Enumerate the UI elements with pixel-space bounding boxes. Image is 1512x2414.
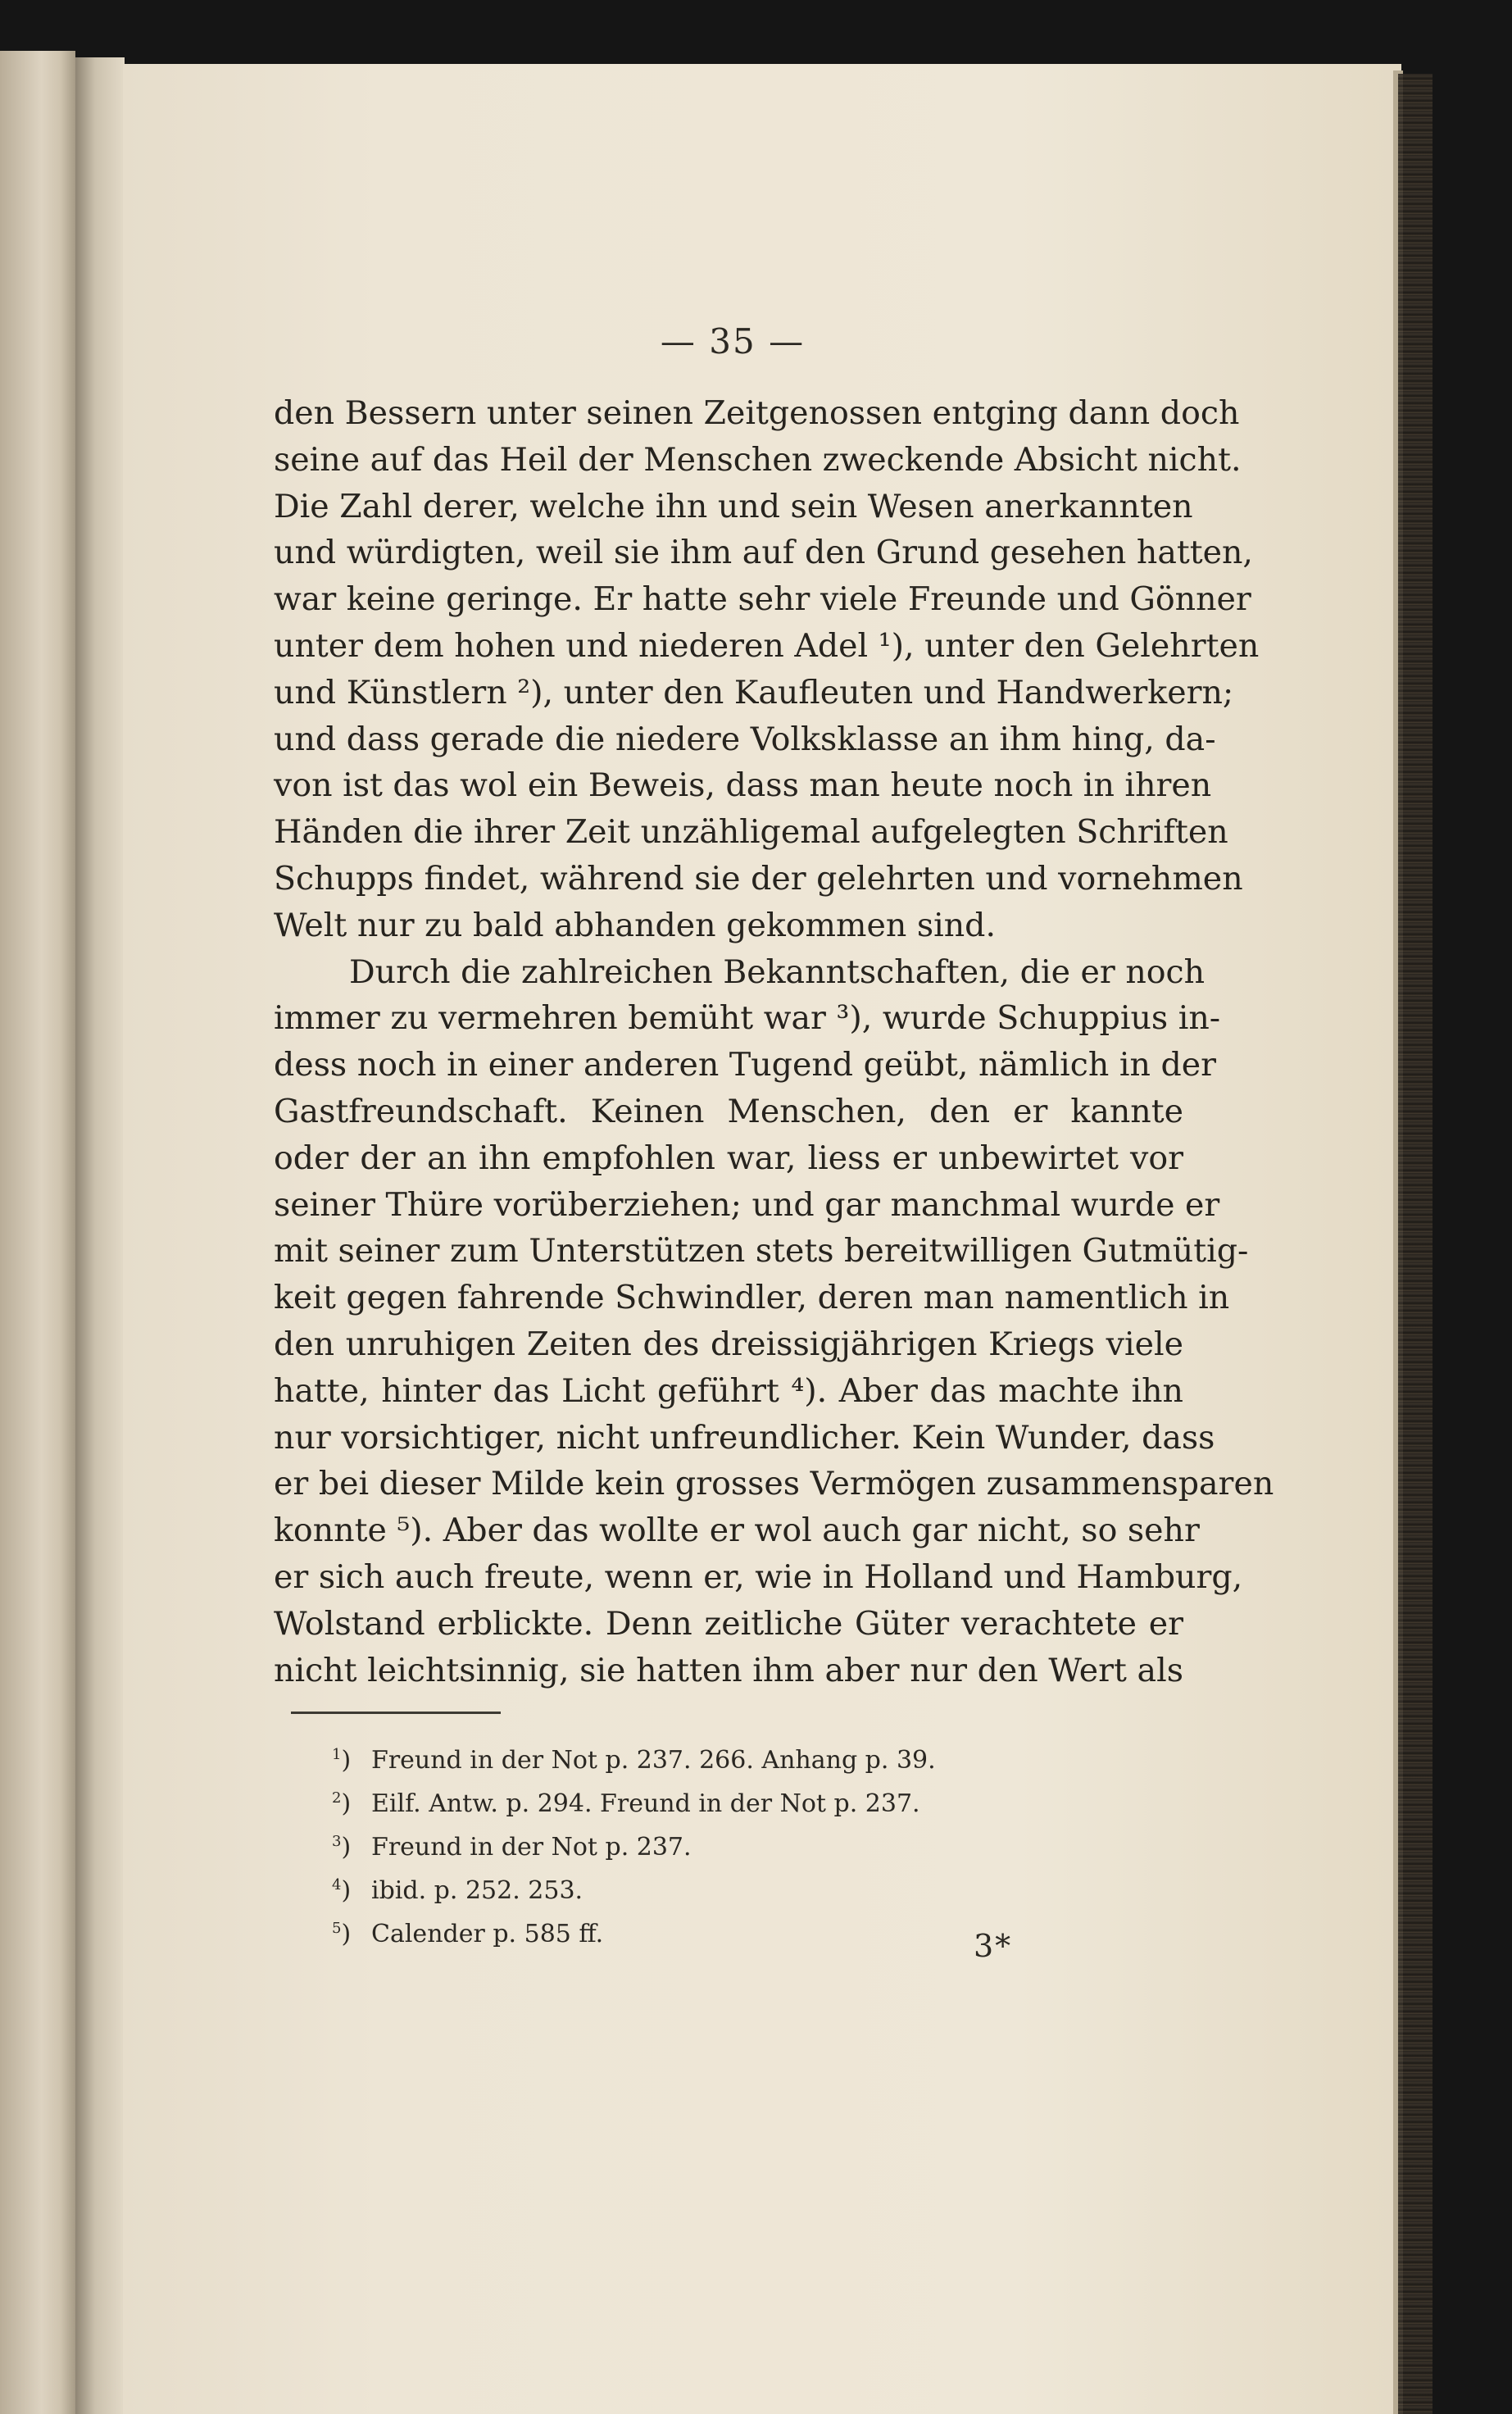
text-line: war keine geringe. Er hatte sehr viele Freunde und Gönner [274,580,1251,619]
text-line: konnte ⁵). Aber das wollte er wol auch gar nicht, so sehr [274,1512,1200,1550]
text-line: Die Zahl derer, welche ihn und sein Wesen anerkannten [274,487,1193,525]
footnote-text: Freund in der Not p. 237. 266. Anhang p. 39. [371,1746,936,1775]
body-text [274,390,1274,1693]
footnote-text: ibid. p. 252. 253. [371,1876,583,1905]
footnote [332,1736,936,1780]
text-line: immer zu vermehren bemüht war ³), wurde Schuppius in- [274,999,1221,1038]
footnote [332,1823,936,1866]
signature-mark: 3* [974,1928,1013,1964]
text-line: Welt nur zu bald abhanden gekommen sind. [274,906,997,944]
footnote-number: $^3$) [332,1833,352,1862]
text-line: den unruhigen Zeiten des dreissigjährigen Kriegs viele [274,1325,1183,1363]
text-line: seine auf das Heil der Menschen zweckende Absicht nicht. [274,440,1242,479]
footnote [332,1910,936,1953]
text-line: er sich auch freute, wenn er, wie in Holland und Hamburg, [274,1557,1243,1596]
footnote-number: $^4$) [332,1876,352,1905]
text-line: Gastfreundschaft. Keinen Menschen, den er kannte [274,1092,1183,1130]
text-line: Schupps findet, während sie der gelehrten und vornehmen [274,859,1243,898]
text-line: mit seiner zum Unterstützen stets bereitwilligen Gutmütig- [274,1232,1249,1271]
text-line: Durch die zahlreichen Bekanntschaften, die er noch [349,952,1206,991]
text-line: oder der an ihn empfohlen war, liess er unbewirtet vor [274,1139,1183,1177]
footnote-text: Freund in der Not p. 237. [371,1833,692,1862]
book-gutter [75,57,125,2414]
footnote [332,1780,936,1823]
text-line: keit gegen fahrende Schwindler, deren man namentlich in [274,1279,1230,1317]
text-line: dess noch in einer anderen Tugend geübt, nämlich in der [274,1046,1216,1084]
footnote-rule [291,1712,501,1714]
text-line: Händen die ihrer Zeit unzähligemal aufgelegten Schriften [274,813,1228,852]
footnote [332,1866,936,1910]
page-number: — 35 — [660,321,806,361]
footnote-number: $^2$) [332,1789,352,1818]
footnote-number: $^1$) [332,1746,352,1775]
footnote-number: $^5$) [332,1920,352,1948]
page-stack-edge [1398,74,1433,2414]
text-line: hatte, hinter das Licht geführt ⁴). Aber das machte ihn [274,1371,1183,1410]
footnote-text: Eilf. Antw. p. 294. Freund in der Not p. 237. [371,1789,920,1818]
text-line: Wolstand erblickte. Denn zeitliche Güter verachtete er [274,1604,1183,1643]
text-line: und dass gerade die niedere Volksklasse an ihm hing, da- [274,720,1216,758]
text-line: und Künstlern ²), unter den Kaufleuten und Handwerkern; [274,673,1234,711]
text-line: seiner Thüre vorüberziehen; und gar manchmal wurde er [274,1185,1220,1224]
text-line: den Bessern unter seinen Zeitgenossen entging dann doch [274,394,1240,432]
left-page-edge [0,51,75,2414]
text-line: und würdigten, weil sie ihm auf den Grund gesehen hatten, [274,534,1253,572]
text-line: unter dem hohen und niederen Adel ¹), unter den Gelehrten [274,626,1260,665]
footnote-text: Calender p. 585 ff. [371,1920,604,1948]
text-line: nur vorsichtiger, nicht unfreundlicher. Kein Wunder, dass [274,1418,1215,1457]
text-line: nicht leichtsinnig, sie hatten ihm aber nur den Wert als [274,1651,1183,1689]
footnotes [332,1736,936,1953]
text-line: von ist das wol ein Beweis, dass man heute noch in ihren [274,766,1212,805]
text-line: er bei dieser Milde kein grosses Vermögen zusammensparen [274,1465,1274,1503]
